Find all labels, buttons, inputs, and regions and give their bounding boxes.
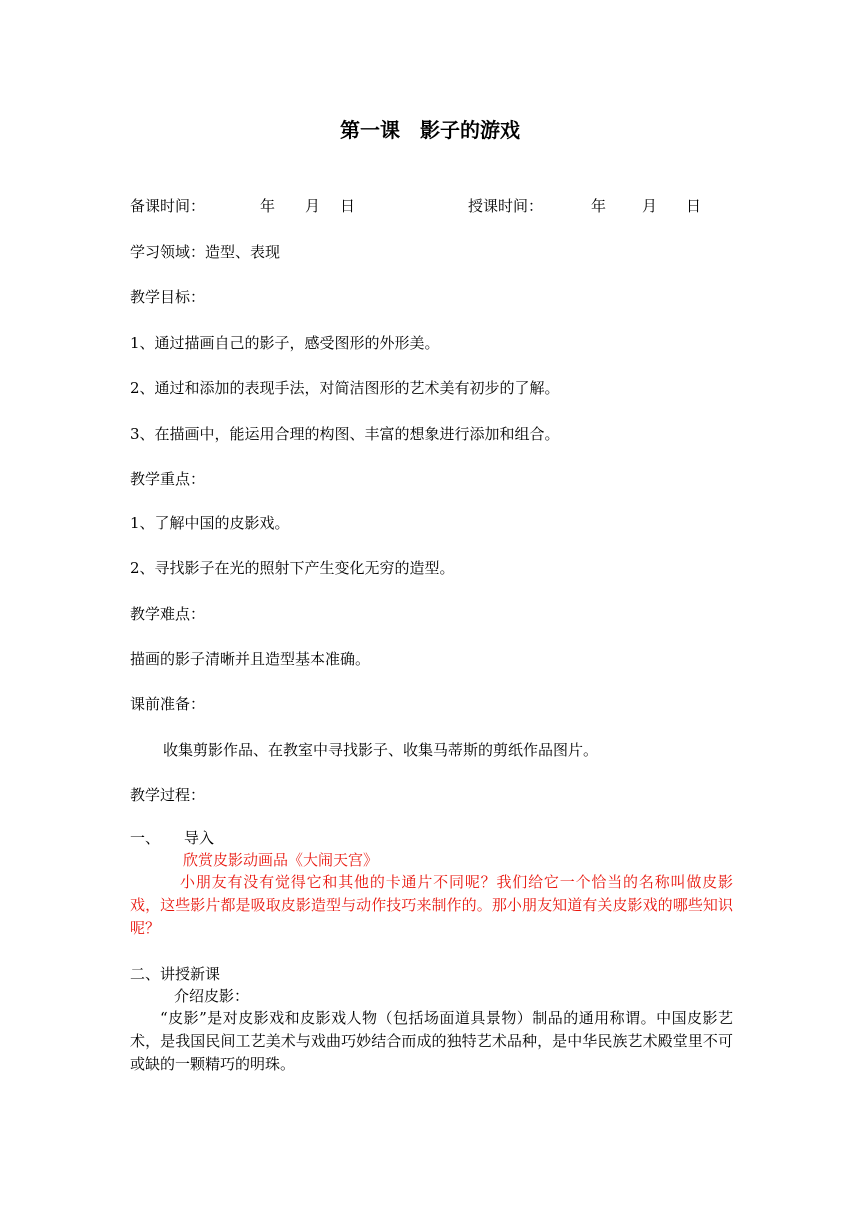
prep-time-label: 备课时间： [130, 197, 206, 215]
section1-number: 一、 [130, 829, 161, 847]
teach-time-day: 日 [686, 197, 702, 215]
key-points-heading: 教学重点： [130, 470, 206, 488]
goal-item: 1、通过描画自己的影子，感受图形的外形美。 [130, 334, 440, 352]
section2-title: 二、讲授新课 [130, 965, 221, 983]
difficulty-heading: 教学难点： [130, 605, 206, 623]
key-point-item: 2、寻找影子在光的照射下产生变化无穷的造型。 [130, 559, 455, 577]
teach-time-month: 月 [642, 197, 658, 215]
key-point-item: 1、了解中国的皮影戏。 [130, 514, 290, 532]
section2-sub: 介绍皮影： [174, 987, 250, 1005]
preparation-text: 收集剪影作品、在教室中寻找影子、收集马蒂斯的剪纸作品图片。 [163, 741, 599, 759]
section1-sub: 欣赏皮影动画品《大闹天宫》 [183, 851, 379, 869]
section1-title: 导入 [184, 829, 215, 847]
difficulty-text: 描画的影子清晰并且造型基本准确。 [130, 650, 371, 668]
prep-time-day: 日 [340, 197, 356, 215]
section2-paragraph: “皮影”是对皮影戏和皮影戏人物（包括场面道具景物）制品的通用称谓。中国皮影艺术，是我国民间工艺美术与戏曲巧妙结合而成的独特艺术品种，是中华民族艺术殿堂里不可或缺的一颗精巧的明珠。 [130, 1009, 733, 1073]
goal-item: 3、在描画中，能运用合理的构图、丰富的想象进行添加和组合。 [130, 425, 560, 443]
goal-item: 2、通过和添加的表现手法，对简洁图形的艺术美有初步的了解。 [130, 379, 560, 397]
preparation-heading: 课前准备： [130, 695, 206, 713]
process-heading: 教学过程： [130, 786, 206, 804]
lesson-title: 第一课 影子的游戏 [340, 118, 520, 142]
teach-time-label: 授课时间： [468, 197, 544, 215]
prep-time-month: 月 [305, 197, 321, 215]
prep-time-year: 年 [260, 197, 276, 215]
goals-heading: 教学目标： [130, 288, 206, 306]
learning-field: 学习领域：造型、表现 [130, 243, 281, 261]
teach-time-year: 年 [591, 197, 607, 215]
section1-paragraph: 小朋友有没有觉得它和其他的卡通片不同呢？我们给它一个恰当的名称叫做皮影戏，这些影片都是吸取皮影造型与动作技巧来制作的。那小朋友知道有关皮影戏的哪些知识呢？ [130, 873, 733, 937]
